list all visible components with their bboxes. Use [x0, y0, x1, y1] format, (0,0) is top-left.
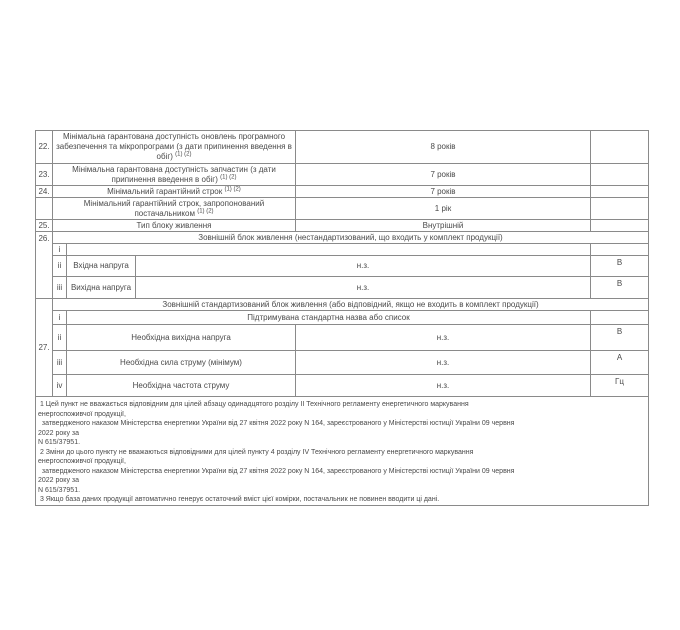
footnotes-section — [36, 397, 649, 506]
row-label-text: Тип блоку живлення — [136, 220, 212, 230]
footnote-refs: (1) (2) — [197, 207, 214, 214]
row-number: 22. — [36, 131, 53, 164]
row-unit: В — [591, 325, 649, 351]
footnote-line: енергоспоживчої продукції, — [38, 458, 126, 465]
row-unit: В — [591, 256, 649, 277]
row-label — [53, 220, 296, 232]
subrow-index: iii — [53, 277, 67, 299]
footnote-3 — [38, 495, 645, 505]
row-value: 8 років — [296, 131, 591, 164]
table-row — [36, 325, 649, 351]
group26-header: Зовнішній блок живлення (нестандартизований, що входить у комплект продукції) — [53, 232, 649, 244]
row-label: Вхідна напруга — [67, 256, 136, 277]
table-row — [36, 164, 649, 186]
table-row — [36, 375, 649, 397]
product-info-table — [35, 130, 649, 506]
row-label — [53, 186, 296, 198]
table-row — [36, 232, 649, 244]
subrow-index: i — [53, 311, 67, 325]
row-unit — [591, 186, 649, 198]
row-unit — [591, 244, 649, 256]
row-number: 26. — [36, 232, 53, 299]
subrow-index: ii — [53, 256, 67, 277]
row-unit — [591, 311, 649, 325]
row-label: Вихідна напруга — [67, 277, 136, 299]
footnote-line: N 615/37951. — [38, 439, 81, 446]
row-value: н.з. — [296, 351, 591, 375]
table-row — [36, 220, 649, 232]
row-number: 25. — [36, 220, 53, 232]
row-number — [36, 198, 53, 220]
row-label: Підтримувана стандартна назва або список — [67, 311, 591, 325]
row-label — [67, 244, 591, 256]
table-row — [36, 198, 649, 220]
row-value: Внутрішній — [296, 220, 591, 232]
subrow-index: iii — [53, 351, 67, 375]
row-unit — [591, 131, 649, 164]
footnote-line: енергоспоживчої продукції, — [38, 410, 126, 418]
footnote-refs: (1) (2) — [224, 185, 241, 192]
footnote-refs: (1) (2) — [220, 173, 237, 180]
row-label — [53, 131, 296, 164]
row-value: н.з. — [136, 277, 591, 299]
row-label: Необхідна вихідна напруга — [67, 325, 296, 351]
row-label: Необхідна сила струму (мінімум) — [67, 351, 296, 375]
row-number: 23. — [36, 164, 53, 186]
footnote-line: затвердженого наказом Міністерства енергетики України від 27 квітня 2022 року N 164, зареєстрованого у Міністерстві юстиції України 09 червня — [38, 467, 515, 475]
row-label — [53, 164, 296, 186]
table-row — [36, 131, 649, 164]
row-unit: В — [591, 277, 649, 299]
row-label-text: Мінімальний гарантійний строк — [107, 186, 223, 196]
subrow-index: ii — [53, 325, 67, 351]
footnote-line: затвердженого наказом Міністерства енергетики України від 27 квітня 2022 року N 164, зареєстрованого у Міністерстві юстиції України 09 червня — [38, 420, 515, 427]
subrow-index: iv — [53, 375, 67, 397]
footnote-line: 1 Цей пункт не вважається відповідним для цілей абзацу одинадцятого розділу II Технічного регламенту енергетичного маркування — [38, 401, 469, 408]
footnote-1 — [38, 400, 645, 448]
footnote-line: 2022 року за — [38, 477, 79, 484]
table-row — [36, 256, 649, 277]
footnote-line: 2022 року за — [38, 429, 79, 437]
table-row — [36, 397, 649, 506]
row-value: 1 рік — [296, 198, 591, 220]
subrow-index: i — [53, 244, 67, 256]
row-label-text: Мінімальна гарантована доступність оновлень програмного забезпечення та мікропрограми (з дати припинення введення в обіг) — [56, 132, 292, 161]
table-row — [36, 244, 649, 256]
table-row — [36, 299, 649, 311]
row-number: 24. — [36, 186, 53, 198]
row-label — [53, 198, 296, 220]
table-row — [36, 186, 649, 198]
table-row — [36, 351, 649, 375]
row-label: Необхідна частота струму — [67, 375, 296, 397]
table-row — [36, 277, 649, 299]
footnote-2 — [38, 448, 645, 496]
footnote-line: 2 Зміни до цього пункту не вважаються відповідними для цілей пункту 4 розділу IV Технічного регламенту енергетичного маркування — [38, 448, 474, 456]
footnote-line: 3 Якщо база даних продукції автоматично генерує остаточний вміст цієї комірки, постачальник не повинен вводити ці дані. — [38, 496, 440, 503]
row-unit: А — [591, 351, 649, 375]
row-value: н.з. — [296, 375, 591, 397]
row-label-text: Мінімальна гарантована доступність запчастин (з дати припинення введення в обіг) — [72, 164, 276, 184]
row-unit — [591, 164, 649, 186]
row-number: 27. — [36, 299, 53, 397]
row-value: 7 років — [296, 186, 591, 198]
row-label-text: Мінімальний гарантійний строк, запропонований постачальником — [83, 198, 265, 218]
group27-header: Зовнішній стандартизований блок живлення (або відповідний, якщо не входить в комплект продукції) — [53, 299, 649, 311]
row-value: н.з. — [136, 256, 591, 277]
row-unit — [591, 198, 649, 220]
footnote-line: N 615/37951. — [38, 486, 81, 494]
footnote-refs: (1) (2) — [175, 151, 192, 158]
row-value: н.з. — [296, 325, 591, 351]
table-row — [36, 311, 649, 325]
row-value: 7 років — [296, 164, 591, 186]
row-unit: Гц — [591, 375, 649, 397]
row-unit — [591, 220, 649, 232]
